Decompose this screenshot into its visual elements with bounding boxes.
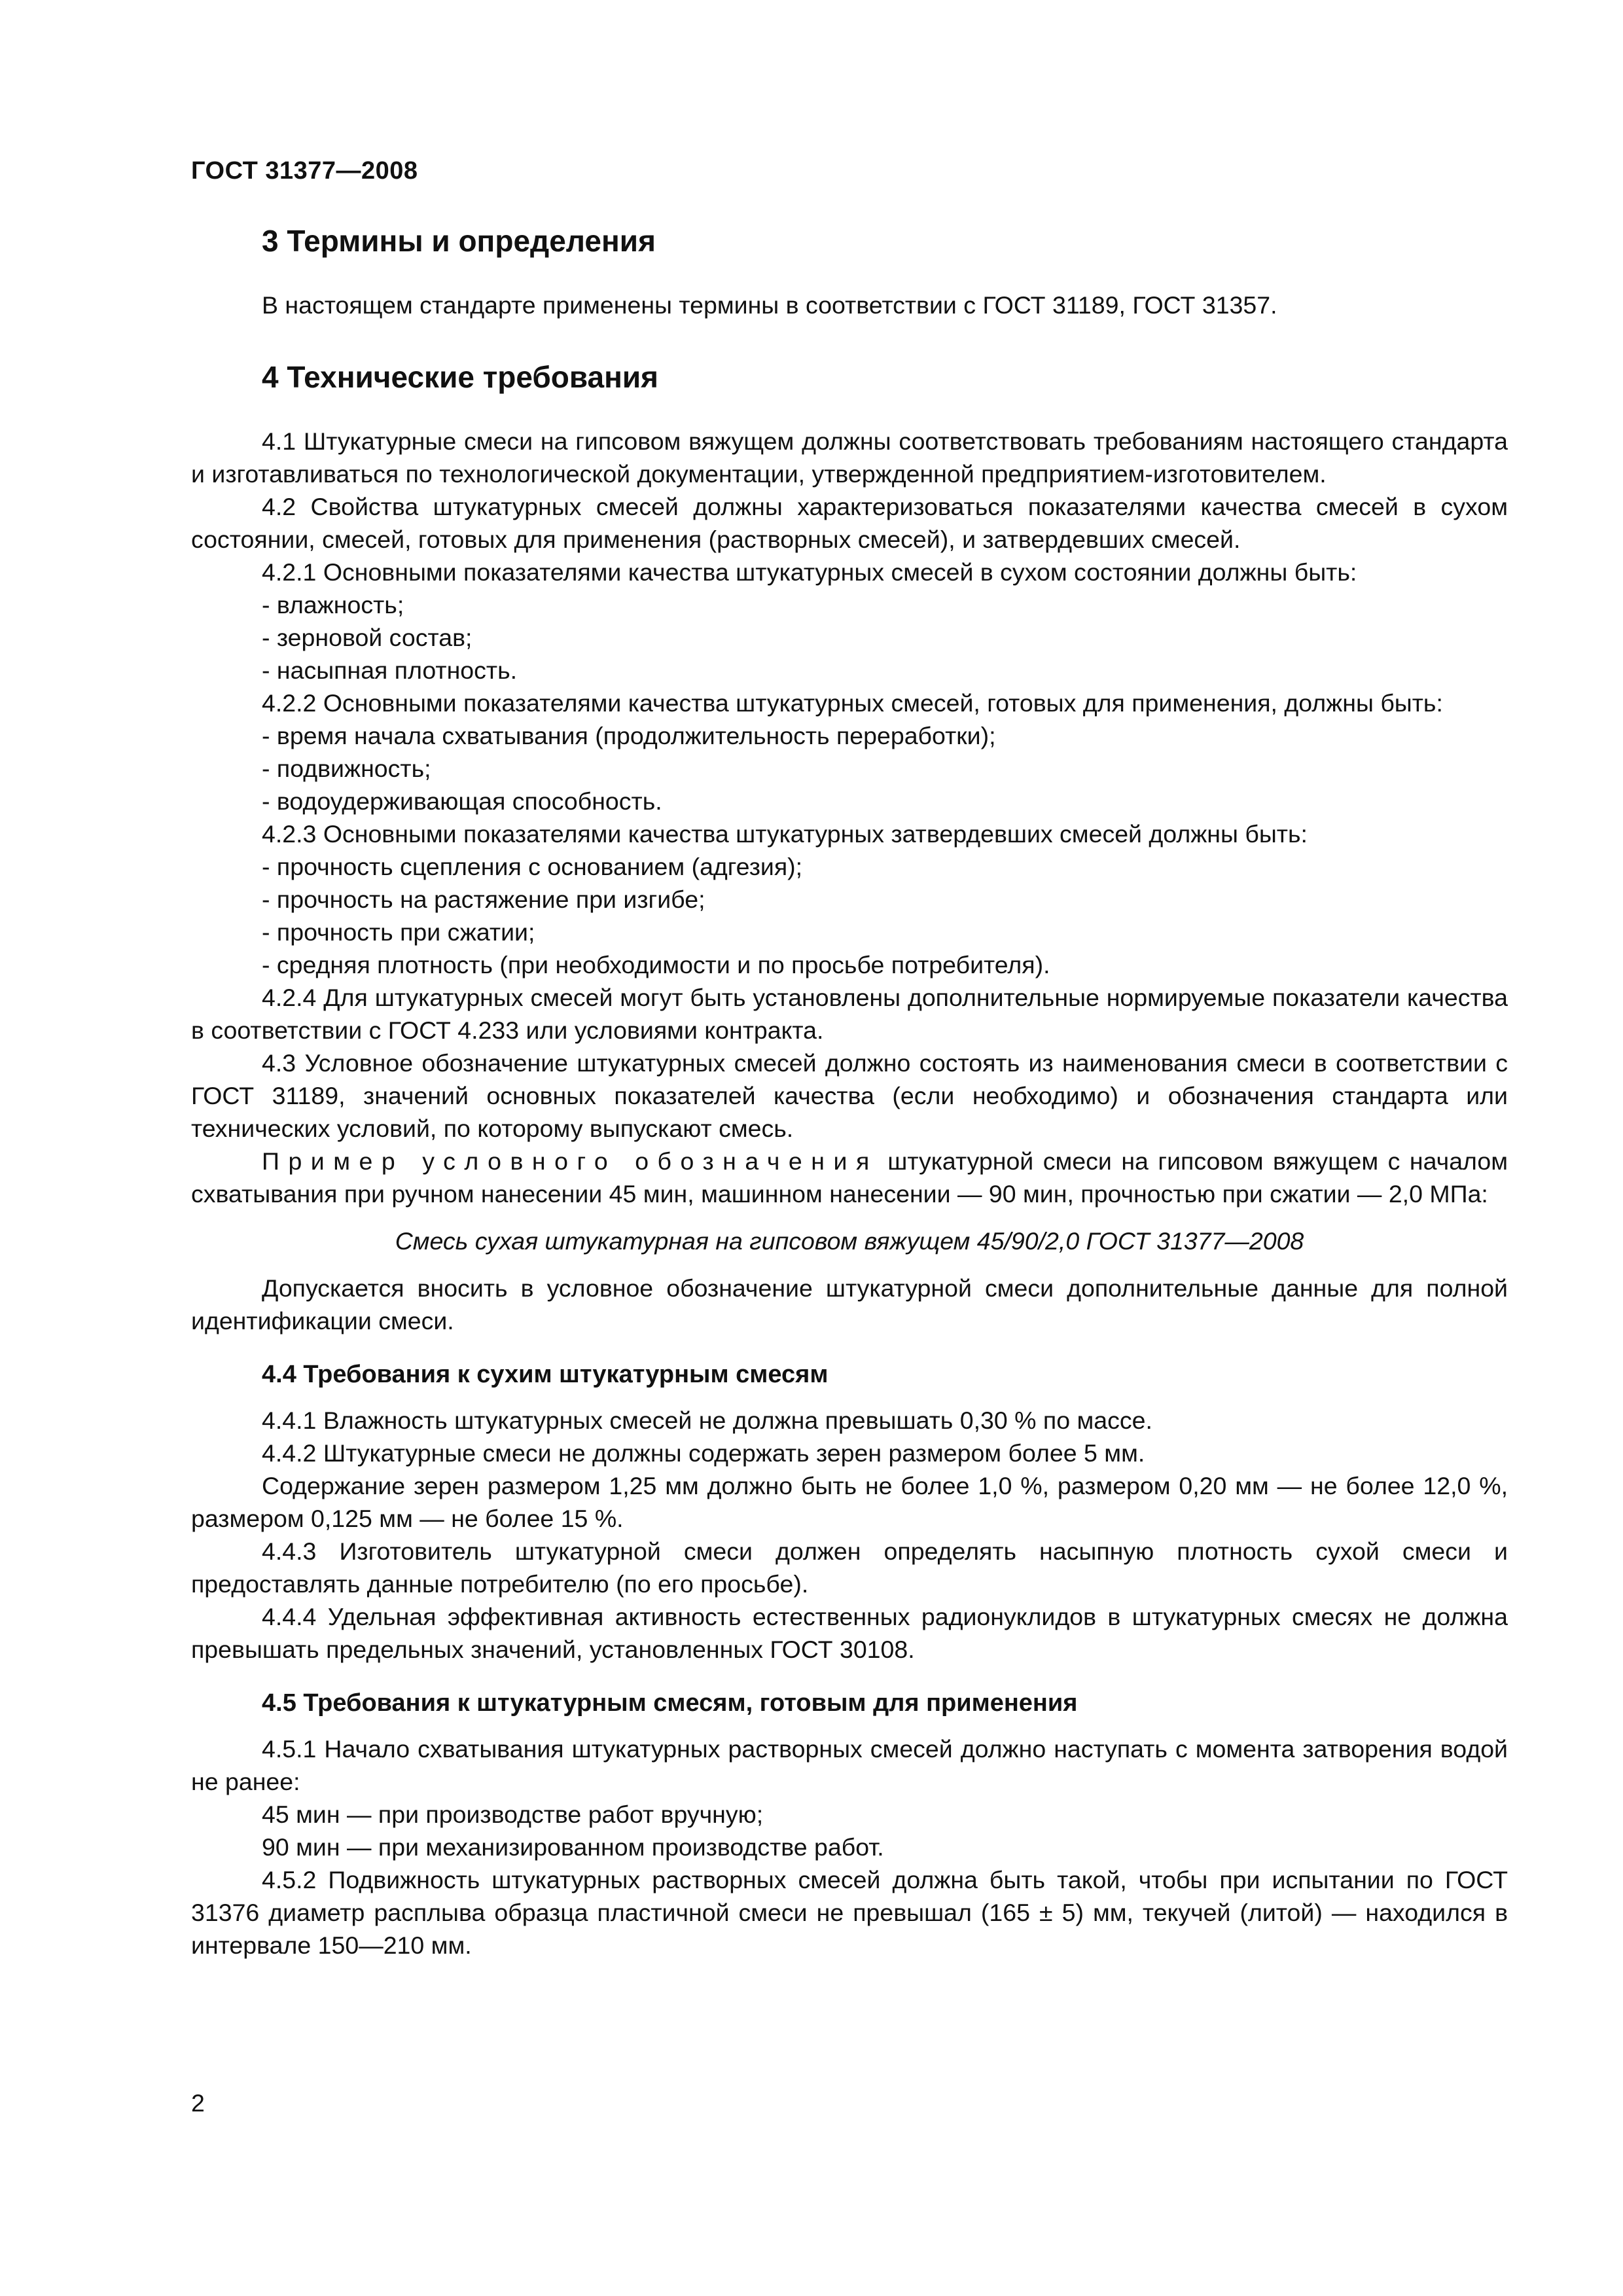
paragraph-4-4-3: 4.4.3 Изготовитель штукатурной смеси должен определять насыпную плотность сухой смеси и предоставлять данные потребителю (по его просьбе). — [191, 1537, 1508, 1598]
section-4-5-heading: 4.5 Требования к штукатурным смесям, готовым для применения — [262, 1689, 1078, 1717]
example-designation: Смесь сухая штукатурная на гипсовом вяжущем 45/90/2,0 ГОСТ 31377—2008 — [395, 1227, 1304, 1255]
paragraph-4-1: 4.1 Штукатурные смеси на гипсовом вяжущем должны соответствовать требованиям настоящего стандарта и изготавливаться по технологической документации, утвержденной предприятием-изготовителем. — [191, 427, 1508, 488]
list-item: 90 мин — при механизированном производстве работ. — [262, 1833, 884, 1861]
list-item: - водоудерживающая способность. — [262, 787, 662, 815]
paragraph-4-5-2: 4.5.2 Подвижность штукатурных растворных смесей должна быть такой, чтобы при испытании по ГОСТ 31376 диаметр расплыва образца пластичной смеси не превышал (165 ± 5) мм, текучей (литой) — находился в интервале 150—210 мм. — [191, 1866, 1508, 1959]
paragraph-4-4-1: 4.4.1 Влажность штукатурных смесей не должна превышать 0,30 % по массе. — [262, 1407, 1152, 1434]
paragraph-4-3: 4.3 Условное обозначение штукатурных смесей должно состоять из наименования смеси в соответствии с ГОСТ 31189, значений основных показателей качества (если необходимо) и обозначения стандарта или технических условий, по которому выпускают смесь. — [191, 1049, 1508, 1142]
list-item: - время начала схватывания (продолжительность переработки); — [262, 722, 996, 749]
example-label: Пример условного обозначения — [262, 1147, 878, 1175]
example-paragraph — [191, 1145, 1508, 1210]
list-item: - подвижность; — [262, 755, 431, 782]
section-4-4-heading: 4.4 Требования к сухим штукатурным смесям — [262, 1361, 829, 1388]
paragraph-4-2: 4.2 Свойства штукатурных смесей должны характеризоваться показателями качества смесей в сухом состоянии, смесей, готовых для применения (растворных смесей), и затвердевших смесей. — [191, 493, 1508, 553]
list-item: - прочность сцепления с основанием (адгезия); — [262, 853, 803, 880]
example-text: штукатурной смеси на гипсовом вяжущем с началом схватывания при ручном нанесении 45 мин, машинном нанесении — 90 мин, прочностью при сжатии — 2,0 МПа: — [191, 1147, 1508, 1208]
paragraph-4-4-4: 4.4.4 Удельная эффективная активность естественных радионуклидов в штукатурных смесях не должна превышать предельных значений, установленных ГОСТ 30108. — [191, 1603, 1508, 1663]
list-item: 45 мин — при производстве работ вручную; — [262, 1801, 764, 1828]
page-content — [191, 219, 1508, 1962]
section-3-heading: 3 Термины и определения — [262, 224, 656, 258]
paragraph-4-5-1: 4.5.1 Начало схватывания штукатурных растворных смесей должно наступать с момента затворения водой не ранее: — [191, 1735, 1508, 1795]
paragraph-grain-content: Содержание зерен размером 1,25 мм должно быть не более 1,0 %, размером 0,20 мм — не более 12,0 %, размером 0,125 мм — не более 15 %. — [191, 1472, 1508, 1532]
paragraph-4-2-4: 4.2.4 Для штукатурных смесей могут быть установлены дополнительные нормируемые показатели качества в соответствии с ГОСТ 4.233 или условиями контракта. — [191, 984, 1508, 1044]
list-item: - насыпная плотность. — [262, 656, 518, 684]
document-header: ГОСТ 31377—2008 — [191, 157, 418, 185]
paragraph-4-4-2: 4.4.2 Штукатурные смеси не должны содержать зерен размером более 5 мм. — [262, 1439, 1145, 1467]
paragraph-allowed: Допускается вносить в условное обозначение штукатурной смеси дополнительные данные для полной идентификации смеси. — [191, 1274, 1508, 1335]
paragraph-4-2-1: 4.2.1 Основными показателями качества штукатурных смесей в сухом состоянии должны быть: — [262, 558, 1357, 586]
paragraph-4-2-2: 4.2.2 Основными показателями качества штукатурных смесей, готовых для применения, должны быть: — [262, 689, 1443, 717]
section-4-heading: 4 Технические требования — [262, 360, 658, 394]
section-3-text: В настоящем стандарте применены термины в соответствии с ГОСТ 31189, ГОСТ 31357. — [262, 291, 1277, 319]
list-item: - прочность при сжатии; — [262, 918, 535, 946]
list-item: - прочность на растяжение при изгибе; — [262, 886, 705, 913]
paragraph-4-2-3: 4.2.3 Основными показателями качества штукатурных затвердевших смесей должны быть: — [262, 820, 1308, 848]
list-item: - средняя плотность (при необходимости и по просьбе потребителя). — [262, 951, 1050, 978]
list-item: - влажность; — [262, 591, 404, 619]
list-item: - зерновой состав; — [262, 624, 473, 651]
page-number: 2 — [191, 2089, 205, 2117]
